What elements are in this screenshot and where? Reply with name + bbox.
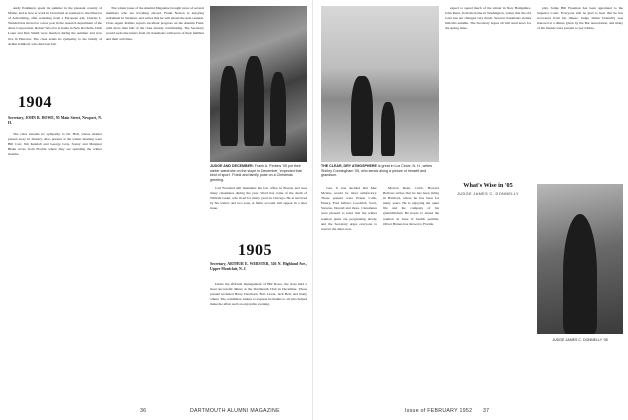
column-1 [321, 186, 377, 400]
magazine-name: DARTMOUTH ALUMNI MAGAZINE [190, 408, 280, 414]
issue-date: Issue of FEBRUARY 1952 [405, 408, 473, 414]
secretary-block [210, 262, 307, 278]
secretary-line: Secretary, JOHN B. HOWE, 95 Main Street, Newport, N. H. [8, 116, 102, 126]
body-text: Under the efficient management of Bill Rowe, the class held a most successful dinner at the Dartmouth Club in December. Those present included Harry Dearborn, Bob Lewis, Jack Bell, and many others. The committee wishes to express its thanks to all who helped make the affair such an enjoyable evening. [210, 282, 307, 307]
class-year-heading: 1905 [238, 242, 272, 259]
column-3-bottom [210, 282, 307, 400]
body-text: The winter issue of the Alumni Magazine brought news of several members who are traveling abroad. Frank Nelson is enjoying retirement in Vermont, and writes that he will attend the next reunion. Class Agent Rollins reports excellent progress on the Alumni Fund, with more than half of the class already contributing. The Secretary would welcome letters from all classmates with news of their families and their activities. [106, 6, 204, 41]
feature-title: What's Wise in '05 [463, 182, 513, 189]
photo-caption [210, 164, 307, 182]
right-page [315, 0, 628, 420]
page-number: 37 [483, 408, 490, 414]
body-text: expect to spend much of the winter in New Hampshire. John Reed, from his home in Washington, writes that the old town has not changed very much. Several classmates visited him this autumn. The Secretary hopes all will send news for the spring issue. [445, 6, 531, 31]
caption-lead: JUDGE AND DECEMBER: [210, 164, 254, 168]
column-2 [383, 186, 439, 400]
column-3 [210, 186, 307, 238]
class-year-heading: 1904 [18, 94, 52, 111]
body-text: play. Judge Bill Freeman has been appointed to the Superior Court. Everyone will be glad to hear that he has recovered from his illness. Judge James Donnelly was honored at a dinner given by the Bar Association, and many of his friends were present to pay tribute. [537, 6, 623, 31]
body-text: vote. It was decided that Mac Mclane would be most satisfactory. Those present were Ernest Cobb, Emery, Fred Gilbert, Goodrich, Scott, Stevens, Donald and more. Classmates were pleased to learn that the winter reunion plans are progressing nicely, and the Secretary urges everyone to reserve the dates now. [321, 186, 377, 231]
grandson-photo [321, 6, 439, 162]
photo-caption [321, 164, 439, 178]
portrait-caption: JUDGE JAMES C. DONNELLY '05 [552, 338, 608, 342]
left-page [0, 0, 313, 420]
caption-text: Frank A. Perkins '05 put their winter wardrobe on the slope in December, 'expected that kind of sport'. Frank and family pose on a Christmas greeting. [210, 164, 302, 182]
judge-portrait [537, 184, 623, 334]
column-1-bottom [8, 132, 102, 400]
feature-byline: JUDGE JAMES C. DONNELLY [457, 192, 519, 196]
body-text: The class extends its sympathy to Dr. Hall, whose mother passed away in January. Also present at the winter meeting were Bill Carr, Jim Kendall and George Gray. Sonny and Margaret Blake wrote from Florida where they are spending the winter months. [8, 132, 102, 157]
body-text: Andy Parkhurst, spent its summer in the pleasant country of Maine, and is now at work in Cleveland as assistant to the Director of Advertising, after returning from a European trip. Charles L. Wendell has moved to a new post in the research department of the Atlas Corporation. Robert Wood is at home in New Rochelle. Dick Lauer and Dan Smith were married during the summer and now live in Hanover. The class sends its sympathy to the family of Arthur Kimball, who died last fall. [8, 6, 102, 46]
caption-text: is great in Lux Circle, N. H., writes Shirley Cunningham '05, who sends along a picture of himself and grandson. [321, 164, 433, 178]
body-text: Carl Freeland still maintains his law office in Boston and sees many classmates during the year. Word has come of the death of William Grant, who lived for many years in Chicago. He is survived by his widow and two sons. A fuller account will appear in a later issue. [210, 186, 307, 211]
body-text: Morton Dean, Cobb, Howard Bellows writes that he has been living in Hartford, where he has been for many years. He is enjoying the quiet life and the company of his grandchildren. He hopes to attend the reunion in June if health permits. Oliver Barnes has moved to Florida. [383, 186, 439, 226]
page-number: 36 [140, 408, 147, 414]
column-1-top [8, 6, 102, 92]
column-2 [106, 6, 204, 402]
family-photo [210, 6, 307, 162]
column-3 [445, 6, 531, 400]
column-4 [537, 6, 623, 178]
caption-lead: THE CLEAR, DRY ATMOSPHERE [321, 164, 377, 168]
secretary-block [8, 116, 102, 130]
secretary-line: Secretary, ARTHUR E. WEBSTER, 526 N. Highland Ave., Upper Montclair, N. J. [210, 262, 307, 272]
